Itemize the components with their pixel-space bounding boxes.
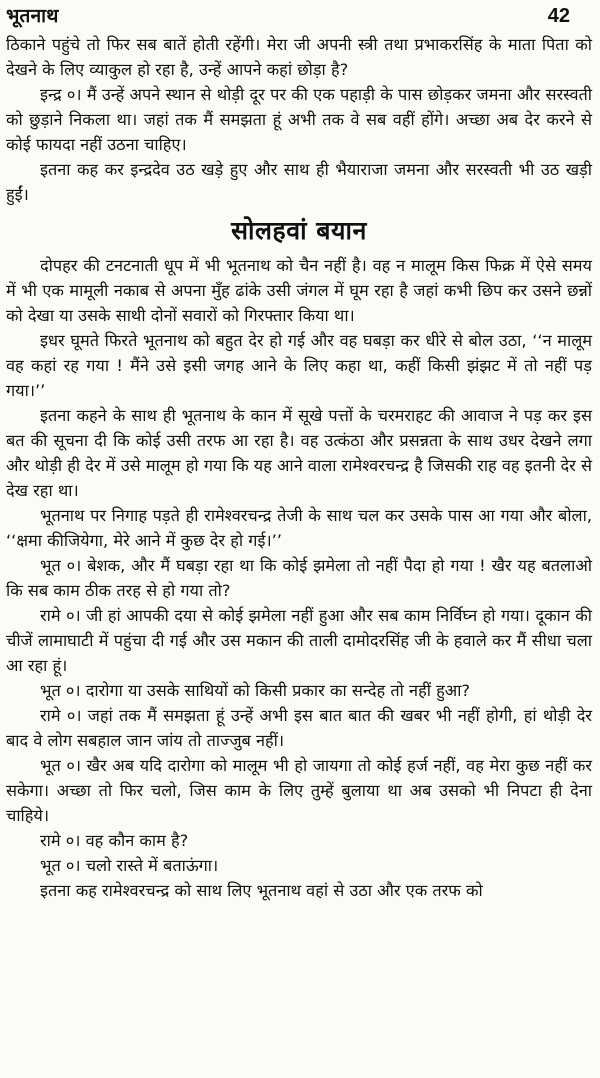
paragraph: भूत ०। दारोगा या उसके साथियों को किसी प्रकार का सन्देह तो नहीं हुआ? (40, 681, 471, 700)
paragraph: रामे ०। जी हां आपकी दया से कोई झमेला नहीं हुआ और सब काम निर्विघ्न हो गया। दूकान की चीजें लामाघाटी में पहुंचा दी गई और उस मकान की ताली दामोदरसिंह जी के हवाले कर मैं सीधा चला आ रहा हूं। (6, 606, 592, 675)
paragraph: ठिकाने पहुंचे तो फिर सब बातें होती रहेंगी। मेरा जी अपनी स्त्री तथा प्रभाकरसिंह के माता पिता को देखने के लिए व्याकुल हो रहा है, उन्हें आपने कहां छोड़ा है? (6, 35, 592, 79)
body-text-bottom (6, 253, 592, 903)
paragraph: इधर घूमते फिरते भूतनाथ को बहुत देर हो गई और वह घबड़ा कर धीरे से बोल उठा, ‘‘न मालूम वह कहां रह गया ! मैंने उसे इसी जगह आने के लिए कहा था, कहीं किसी झंझट में तो नहीं पड़ गया।’’ (6, 331, 592, 400)
paragraph: रामे ०। वह कौन काम है? (40, 831, 189, 850)
paragraph: इन्द्र ०। मैं उन्हें अपने स्थान से थोड़ी दूर पर की एक पहाड़ी के पास छोड़कर जमना और सरस्वती को छुड़ाने निकला था। जहां तक मैं समझता हूं अभी तक वे सब वहीं होंगे। अच्छा अब देर करने से कोई फायदा नहीं उठना चाहिए। (6, 85, 592, 154)
paragraph: भूतनाथ पर निगाह पड़ते ही रामेश्वरचन्द्र तेजी के साथ चल कर उसके पास आ गया और बोला, ‘‘क्षमा कीजियेगा, मेरे आने में कुछ देर हो गई।’’ (6, 506, 592, 550)
running-title: भूतनाथ (6, 5, 59, 27)
paragraph: इतना कहने के साथ ही भूतनाथ के कान में सूखे पत्तों के चरमराहट की आवाज ने पड़ कर इस बत की सूचना दी कि कोई उसी तरफ आ रहा है। वह उत्कंठा और प्रसन्नता के साथ उधर देखने लगा और थोड़ी ही देर में उसे मालूम हो गया कि यह आने वाला रामेश्वरचन्द्र है जिसकी राह वह इतनी देर से देख रहा था। (6, 406, 592, 500)
chapter-heading: सोलहवां बयान (231, 216, 367, 245)
paragraph: भूत ०। खैर अब यदि दारोगा को मालूम भी हो जायगा तो कोई हर्ज नहीं, वह मेरा कुछ नहीं कर सकेगा। अच्छा तो फिर चलो, जिस काम के लिए तुम्हें बुलाया था अब उसको भी निपटा ही देना चाहिये। (6, 756, 592, 825)
paragraph: इतना कह कर इन्द्रदेव उठ खड़े हुए और साथ ही भैयाराजा जमना और सरस्वती भी उठ खड़ी हुईं। (6, 160, 592, 204)
paragraph: रामे ०। जहां तक मैं समझता हूं उन्हें अभी इस बात बात की खबर भी नहीं होगी, हां थोड़ी देर बाद वे लोग सबहाल जान जांय तो ताज्जुब नहीं। (6, 706, 592, 750)
page-header (6, 0, 592, 32)
page-number: 42 (547, 5, 570, 27)
paragraph: दोपहर की टनटनाती धूप में भी भूतनाथ को चैन नहीं है। वह न मालूम किस फिक्र में ऐसे समय में भी एक मामूली नकाब से अपना मुँह ढांके उसी जंगल में घूम रहा है जहां कभी छिप कर उसने छन्नों को देखा या उसके साथी दोनों सवारों को गिरफ्तार किया था। (6, 256, 592, 325)
paragraph: भूत ०। चलो रास्ते में बताऊंगा। (40, 856, 219, 875)
paragraph: भूत ०। बेशक, और मैं घबड़ा रहा था कि कोई झमेला तो नहीं पैदा हो गया ! खैर यह बतलाओ कि सब काम ठीक तरह से हो गया तो? (6, 556, 592, 600)
paragraph: इतना कह रामेश्वरचन्द्र को साथ लिए भूतनाथ वहां से उठा और एक तरफ को (40, 881, 483, 900)
body-text-top (6, 32, 592, 207)
